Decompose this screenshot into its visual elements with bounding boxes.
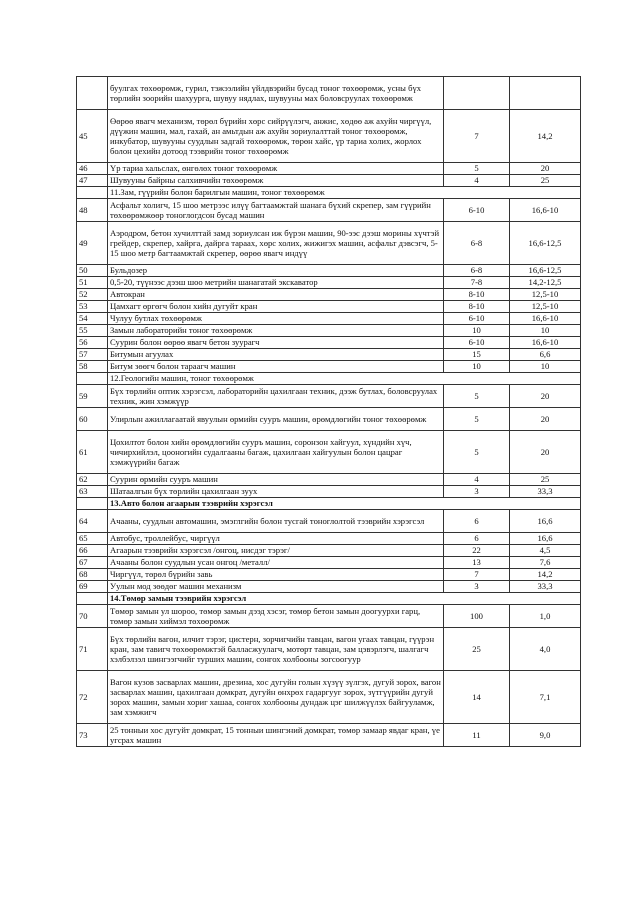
useful-life-years: 7-8	[444, 277, 510, 289]
useful-life-years: 10	[444, 325, 510, 337]
depreciation-rate: 4,5	[510, 545, 581, 557]
table-row	[77, 313, 581, 325]
item-description: Аэродром, бетон хучилттай замд зориулсан иж бүрэн машин, 90-ээс дээш морины хүчтэй грейдер, скрепер, хайрга, дайрга тараах, хөрс холих, жижигэх машин, асфальт дэвсэгч, 5-15 шоо метр багтаамжтай скрепер, өөрөө явагч индүү	[108, 222, 444, 265]
useful-life-years: 3	[444, 581, 510, 593]
row-number-cell	[77, 593, 108, 605]
section-row	[77, 373, 581, 385]
row-number: 45	[77, 110, 108, 163]
item-description: Автокран	[108, 289, 444, 301]
row-number: 56	[77, 337, 108, 349]
row-number: 70	[77, 605, 108, 628]
useful-life-years: 3	[444, 486, 510, 498]
item-description: Ачааны болон суудлын усан онгоц /металл/	[108, 557, 444, 569]
section-heading: 12.Геологийн машин, тоног төхөөрөмж	[108, 373, 581, 385]
item-description: Автобус, троллейбус, чиргүүл	[108, 533, 444, 545]
item-description: Ачааны, суудлын автомашин, эмэглгийн болон тусгай тоноглолтой тээврийн хэрэгсэл	[108, 510, 444, 533]
row-number: 49	[77, 222, 108, 265]
item-description: буулгах төхөөрөмж, гурил, тэжээлийн үйлдвэрийн бусад тоног төхөөрөмж, усны бүх төрлийн зоорийн шахуурга, шувуу нядлах, шувууны мах боловсруулах төхөөрөмж	[108, 77, 444, 110]
row-number: 50	[77, 265, 108, 277]
useful-life-years: 6	[444, 510, 510, 533]
section-row	[77, 593, 581, 605]
depreciation-rate: 20	[510, 385, 581, 408]
row-number: 62	[77, 474, 108, 486]
item-description: Шатаалгын бүх төрлийн цахилгаан зуух	[108, 486, 444, 498]
depreciation-rate: 16,6-12,5	[510, 222, 581, 265]
depreciation-rate: 12,5-10	[510, 301, 581, 313]
item-description: Суурин болон өөрөө явагч бетон зуурагч	[108, 337, 444, 349]
table-row	[77, 628, 581, 671]
depreciation-rate: 16,6-10	[510, 337, 581, 349]
table-row	[77, 569, 581, 581]
item-description: Бүх төрлийн вагон, илчит тэрэг, цистерн, зорчигчийн тавцан, вагон угаах тавцан, гүүрэн кран, зам тавигч төхөөрөмжтэй балласжуулагч, мотөрт тавцан, зам цэвэрлэгч, шалгагч хэлбэлзэл шингээгчийг туршиx машин, сонгох холбооны зогсоогуур	[108, 628, 444, 671]
item-description: Асфальт холигч, 15 шоо метрээс илүү багтаамжтай шанага бүхий скрепер, зам гүүрийн төхөөрөмжөөр тоноглогдсон бусад машин	[108, 199, 444, 222]
item-description: Шувууны байрны салхивчийн төхөөрөмж	[108, 175, 444, 187]
item-description: Вагон кузов засварлах машин, дрезина, хос дугуйн голын хүзүү зүлгэх, дугуй зорох, вагон засварлах машин, цахилгаан домкрат, дугуйн өнхрөх гадаргууг зорох, зүтгүүрийн дугуй зорох машин, замын хориг хашаа, сонгох холбооны дундаж цэг шилжүүлэх байгууламж, зам хэмжигч	[108, 671, 444, 724]
depreciation-rate: 10	[510, 325, 581, 337]
item-description: Агаарын тээврийн хэрэгсэл /онгоц, нисдэг тэрэг/	[108, 545, 444, 557]
useful-life-years: 6-10	[444, 313, 510, 325]
row-number: 66	[77, 545, 108, 557]
depreciation-rate: 9,0	[510, 724, 581, 747]
useful-life-years: 14	[444, 671, 510, 724]
depreciation-rate: 16,6	[510, 533, 581, 545]
useful-life-years: 6-8	[444, 222, 510, 265]
item-description: Цохилтот болон хийн өрөмдлөгийн сууръ машин, соронзон хайгуул, хүндийн хүч, чичирхийлэл, цооногийн судалгааны багаж, цахилгаан хайгуулын болон цацраг хэмжүүрийн багаж	[108, 431, 444, 474]
depreciation-rate: 7,6	[510, 557, 581, 569]
useful-life-years: 100	[444, 605, 510, 628]
row-number: 55	[77, 325, 108, 337]
useful-life-years: 5	[444, 431, 510, 474]
table-row	[77, 163, 581, 175]
useful-life-years: 6-8	[444, 265, 510, 277]
useful-life-years: 5	[444, 408, 510, 431]
depreciation-rate: 33,3	[510, 581, 581, 593]
depreciation-rate: 20	[510, 431, 581, 474]
item-description: Бульдозер	[108, 265, 444, 277]
table-row	[77, 222, 581, 265]
table-row	[77, 175, 581, 187]
item-description: Цамхагт өргөгч болон хийн дугуйт кран	[108, 301, 444, 313]
useful-life-years: 8-10	[444, 301, 510, 313]
table-row	[77, 533, 581, 545]
useful-life-years: 11	[444, 724, 510, 747]
row-number: 60	[77, 408, 108, 431]
useful-life-years: 6-10	[444, 337, 510, 349]
row-number: 73	[77, 724, 108, 747]
useful-life-years: 6	[444, 533, 510, 545]
depreciation-rate: 14,2-12,5	[510, 277, 581, 289]
table-row	[77, 301, 581, 313]
table-row	[77, 605, 581, 628]
table-row	[77, 110, 581, 163]
useful-life-years: 4	[444, 474, 510, 486]
table-row	[77, 431, 581, 474]
row-number: 68	[77, 569, 108, 581]
useful-life-years: 4	[444, 175, 510, 187]
depreciation-rate: 4,0	[510, 628, 581, 671]
table-row	[77, 199, 581, 222]
item-description: Уулын мод зөөдөг машин механизм	[108, 581, 444, 593]
item-description: Битум зөөгч болон тараагч машин	[108, 361, 444, 373]
row-number-cell	[77, 373, 108, 385]
depreciation-rate: 33,3	[510, 486, 581, 498]
item-description: Замын лабораторийн тоног төхөөрөмж	[108, 325, 444, 337]
item-description: Бүх төрлийн оптик хэрэгсэл, лабораторийн цахилгаан техник, дээж бутлах, боловсруулах техник, жин хэмжүүр	[108, 385, 444, 408]
row-number: 53	[77, 301, 108, 313]
section-row	[77, 187, 581, 199]
useful-life-years: 5	[444, 163, 510, 175]
depreciation-rate: 20	[510, 408, 581, 431]
table-row	[77, 408, 581, 431]
row-number: 59	[77, 385, 108, 408]
useful-life-years: 15	[444, 349, 510, 361]
row-number: 46	[77, 163, 108, 175]
item-description: Өөрөө явагч механизм, төрөл бүрийн хөрс сийрүүлэгч, анжис, хөдөө аж ахуйн чиргүүл, дүүжин машин, мал, гахай, ан амьтдын аж ахуйн зориулалттай тоног төхөөрөмж, инкубатор, шувууны суудлын задгай төхөөрөмж, төрөн хайс, үр тариа холих, жорлох болон цехийн дотоод тээврийн тоног төхөөрөмж	[108, 110, 444, 163]
useful-life-years	[444, 77, 510, 110]
table-row	[77, 557, 581, 569]
row-number: 48	[77, 199, 108, 222]
row-number: 63	[77, 486, 108, 498]
depreciation-rate: 12,5-10	[510, 289, 581, 301]
row-number: 51	[77, 277, 108, 289]
table-body	[77, 77, 581, 747]
row-number: 47	[77, 175, 108, 187]
item-description: 25 тонныи хос дугуйт домкрат, 15 тонныи шингэний домкрат, төмөр замаар явдаг кран, үе угсрах машин	[108, 724, 444, 747]
depreciation-rate: 1,0	[510, 605, 581, 628]
useful-life-years: 22	[444, 545, 510, 557]
row-number: 67	[77, 557, 108, 569]
item-description: Суурин өрмийн сууръ машин	[108, 474, 444, 486]
depreciation-rate: 16,6-12,5	[510, 265, 581, 277]
table-row	[77, 581, 581, 593]
table-row	[77, 671, 581, 724]
depreciation-rate: 14,2	[510, 569, 581, 581]
depreciation-rate: 25	[510, 474, 581, 486]
useful-life-years: 6-10	[444, 199, 510, 222]
table-row	[77, 545, 581, 557]
section-heading: 11.Зам, гүүрийн болон барилгын машин, тоног төхөөрөмж	[108, 187, 581, 199]
row-number	[77, 77, 108, 110]
row-number: 52	[77, 289, 108, 301]
row-number: 58	[77, 361, 108, 373]
depreciation-rate: 7,1	[510, 671, 581, 724]
table-row	[77, 349, 581, 361]
row-number: 61	[77, 431, 108, 474]
row-number: 64	[77, 510, 108, 533]
row-number-cell	[77, 498, 108, 510]
item-description: Чиргүүл, төрөл бүрийн завь	[108, 569, 444, 581]
depreciation-rate: 16,6	[510, 510, 581, 533]
depreciation-rate: 14,2	[510, 110, 581, 163]
depreciation-rate	[510, 77, 581, 110]
depreciation-rate: 6,6	[510, 349, 581, 361]
table-row	[77, 289, 581, 301]
table-row	[77, 337, 581, 349]
useful-life-years: 13	[444, 557, 510, 569]
depreciation-rate: 16,6-10	[510, 313, 581, 325]
row-number: 72	[77, 671, 108, 724]
useful-life-years: 7	[444, 110, 510, 163]
table-row	[77, 325, 581, 337]
table-row	[77, 277, 581, 289]
depreciation-rate: 16,6-10	[510, 199, 581, 222]
item-description: Улирлын ажиллагаатай явуулын өрмийн сууръ машин, өрөмдлөгийн тоног төхөөрөмж	[108, 408, 444, 431]
table-row	[77, 474, 581, 486]
useful-life-years: 7	[444, 569, 510, 581]
row-number-cell	[77, 187, 108, 199]
table-row	[77, 486, 581, 498]
item-description: Төмөр замын ул шороо, төмөр замын дээд хэсэг, төмөр бетон замын доогуурхи гарц, төмөр замын хиймэл төхөөрөмж	[108, 605, 444, 628]
table-row	[77, 724, 581, 747]
row-number: 65	[77, 533, 108, 545]
table-row	[77, 510, 581, 533]
useful-life-years: 8-10	[444, 289, 510, 301]
table-row	[77, 385, 581, 408]
row-number: 71	[77, 628, 108, 671]
depreciation-rate: 20	[510, 163, 581, 175]
section-row	[77, 498, 581, 510]
item-description: Битумын агуулах	[108, 349, 444, 361]
section-heading: 14.Төмөр замын тээврийн хэрэгсэл	[108, 593, 581, 605]
item-description: 0,5-20, түүнээс дээш шоо метрийн шанагатай экскаватор	[108, 277, 444, 289]
item-description: Чулуу бутлах төхөөрөмж	[108, 313, 444, 325]
item-description: Үр тариа хальслах, өнгөлөх тоног төхөөрөмж	[108, 163, 444, 175]
table-row	[77, 265, 581, 277]
row-number: 54	[77, 313, 108, 325]
section-heading: 13.Авто болон агаарын тээврийн хэрэгсэл	[108, 498, 581, 510]
table-row	[77, 77, 581, 110]
depreciation-rate: 10	[510, 361, 581, 373]
row-number: 69	[77, 581, 108, 593]
useful-life-years: 10	[444, 361, 510, 373]
depreciation-table	[76, 76, 581, 747]
useful-life-years: 5	[444, 385, 510, 408]
table-row	[77, 361, 581, 373]
row-number: 57	[77, 349, 108, 361]
useful-life-years: 25	[444, 628, 510, 671]
depreciation-rate: 25	[510, 175, 581, 187]
